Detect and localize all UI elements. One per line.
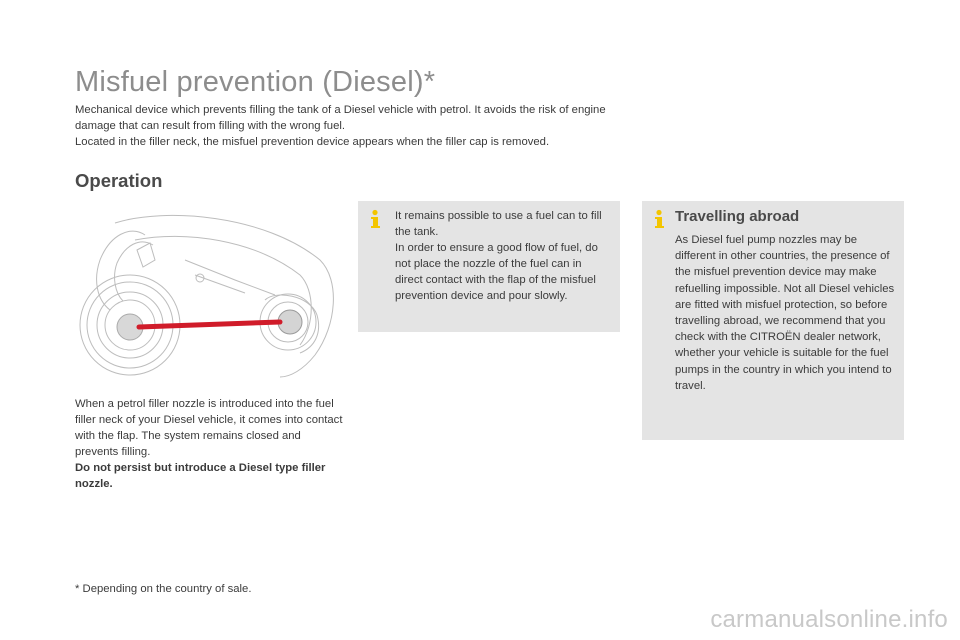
info-icon	[367, 209, 383, 229]
info-box-2-text: As Diesel fuel pump nozzles may be different in other countries, the presence of the misfuel prevention device may make refuelling impossible. Not all Diesel vehicles are fitted with misfuel protection, so before travelling abroad, we recommend that you check with the CITROËN dealer network, whether your vehicle is suitable for the fuel pumps in the country in which you intend to travel.	[675, 234, 895, 392]
operation-heading: Operation	[75, 170, 163, 191]
hinge-detail	[137, 243, 155, 267]
info-box-1-text	[395, 208, 610, 304]
watermark: carmanualsonline.info	[710, 606, 948, 633]
filler-neck-line	[185, 260, 275, 295]
intro-paragraph-2: Located in the filler neck, the misfuel prevention device appears when the filler cap is removed.	[75, 136, 550, 148]
filler-neck-line-2	[195, 275, 245, 293]
info-box-fuel-can	[358, 201, 620, 332]
intro-paragraph-1: Mechanical device which prevents filling the tank of a Diesel vehicle with petrol. It avoids the risk of engine damage that can result from filling with the wrong fuel.	[75, 104, 606, 132]
operation-description: When a petrol filler nozzle is introduced into the fuel filler neck of your Diesel vehicle, it comes into contact with the flap. The system remains closed and prevents filling.	[75, 398, 343, 458]
info-box-2-title: Travelling abroad	[675, 208, 800, 225]
pointer-line	[139, 322, 280, 327]
intro-text	[75, 102, 635, 150]
fuel-filler-illustration	[75, 205, 345, 385]
info-box-1-line-2: In order to ensure a good flow of fuel, do not place the nozzle of the fuel can in direct contact with the flap of the misfuel prevention device and pour slowly.	[395, 242, 598, 302]
operation-text	[75, 396, 345, 492]
info-box-1-line-1: It remains possible to use a fuel can to fill the tank.	[395, 210, 602, 238]
info-box-travelling-abroad	[642, 201, 904, 440]
info-icon	[651, 209, 667, 229]
footnote: * Depending on the country of sale.	[75, 583, 252, 595]
page-title: Misfuel prevention (Diesel)*	[75, 66, 436, 98]
operation-warning: Do not persist but introduce a Diesel type filler nozzle.	[75, 462, 326, 490]
